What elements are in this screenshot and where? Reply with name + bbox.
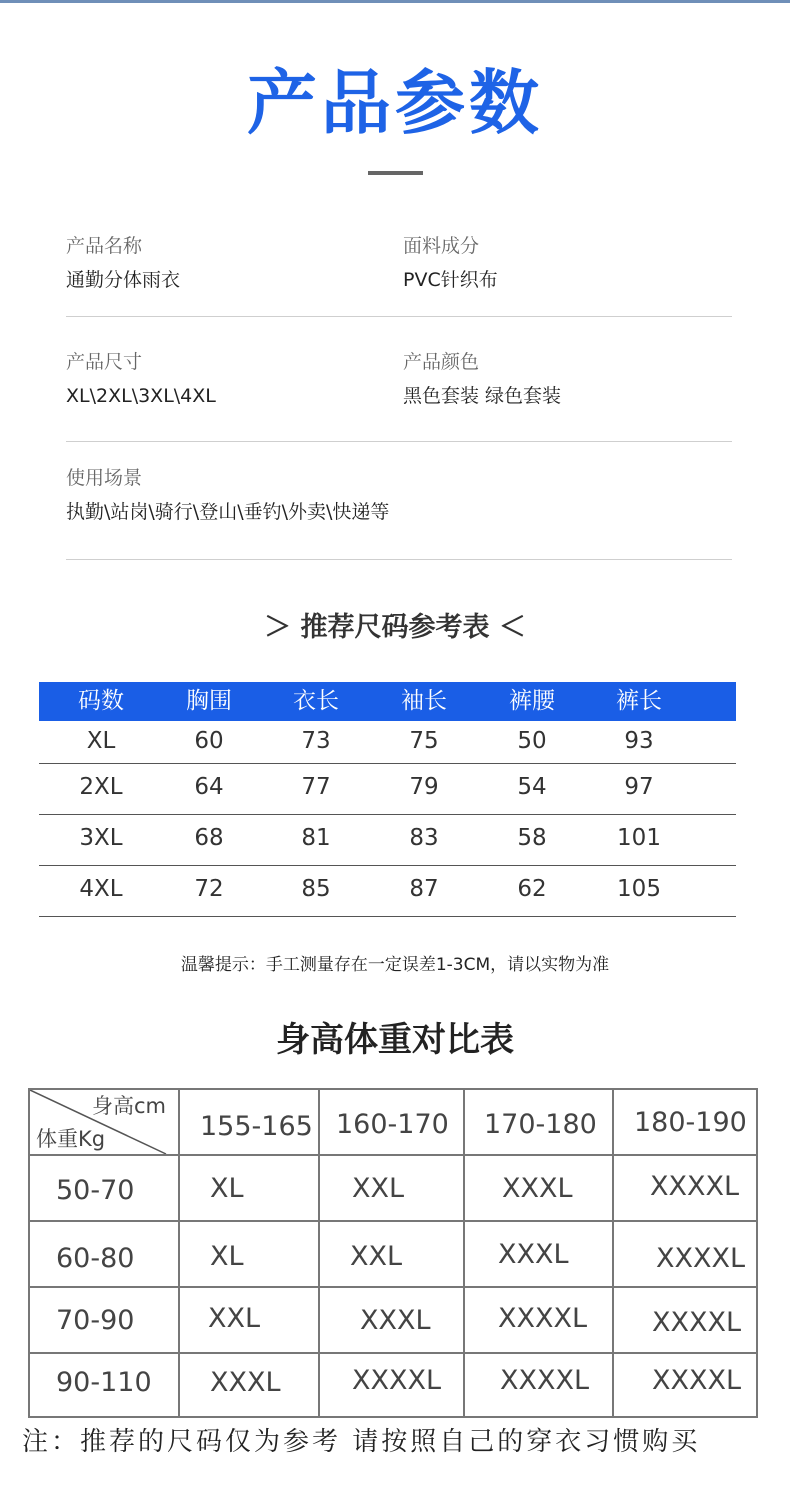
table-row	[39, 721, 736, 764]
weight-label: 90-110	[56, 1367, 152, 1398]
size-cell: XXXL	[498, 1239, 569, 1270]
table-cell: 93	[624, 728, 654, 754]
table-cell: 81	[301, 825, 331, 851]
size-cell: XL	[210, 1173, 244, 1204]
table-cell: 101	[617, 825, 661, 851]
height-weight-title: 身高体重对比表	[276, 1020, 514, 1060]
size-cell: XXXXL	[650, 1171, 740, 1202]
weight-label: 70-90	[56, 1305, 135, 1336]
table-cell: 72	[194, 876, 224, 902]
height-header: 170-180	[484, 1109, 597, 1140]
height-header: 160-170	[336, 1109, 449, 1140]
table-cell: 97	[624, 774, 654, 800]
header-cell: 裤腰	[509, 688, 555, 714]
param-label: 产品尺寸	[66, 351, 143, 373]
height-weight-table	[28, 1088, 758, 1418]
table-cell: 68	[194, 825, 224, 851]
table-row	[39, 866, 736, 917]
grid-line	[612, 1090, 614, 1416]
grid-line	[30, 1352, 756, 1354]
param-label: 使用场景	[66, 467, 143, 489]
param-product-size	[66, 350, 216, 408]
table-cell: 105	[617, 876, 661, 902]
table-cell: 85	[301, 876, 331, 902]
size-cell: XL	[210, 1241, 244, 1272]
table-cell: 77	[301, 774, 331, 800]
grid-line	[463, 1090, 465, 1416]
size-table	[39, 682, 736, 917]
size-cell: XXL	[350, 1241, 403, 1272]
title-underline	[368, 171, 423, 175]
corner-height-label: 身高cm	[92, 1094, 167, 1118]
table-cell: 60	[194, 728, 224, 754]
top-border-line	[0, 0, 790, 3]
weight-label: 60-80	[56, 1243, 135, 1274]
table-cell: 4XL	[79, 876, 123, 902]
param-label: 产品名称	[66, 235, 143, 257]
grid-line	[30, 1154, 756, 1156]
grid-line	[30, 1286, 756, 1288]
param-label: 面料成分	[403, 235, 480, 257]
size-cell: XXL	[352, 1173, 405, 1204]
param-product-name	[66, 234, 180, 292]
param-value: 黑色套装 绿色套装	[403, 385, 562, 407]
header-cell: 袖长	[401, 688, 447, 714]
param-value: 通勤分体雨衣	[66, 269, 181, 291]
divider	[66, 316, 732, 317]
table-cell: 75	[409, 728, 439, 754]
table-cell: 83	[409, 825, 439, 851]
page-title: 产品参数	[247, 62, 543, 144]
header-cell: 码数	[78, 688, 124, 714]
height-header: 180-190	[634, 1107, 747, 1138]
table-cell: 64	[194, 774, 224, 800]
size-cell: XXXXL	[656, 1243, 746, 1274]
param-product-color	[403, 350, 561, 408]
size-cell: XXXXL	[352, 1365, 442, 1396]
param-usage	[66, 466, 389, 524]
divider	[66, 559, 732, 560]
table-cell: 79	[409, 774, 439, 800]
table-cell: 54	[517, 774, 547, 800]
size-cell: XXXXL	[500, 1365, 590, 1396]
reference-note: 注：推荐的尺码仅为参考 请按照自己的穿衣习惯购买	[22, 1427, 701, 1457]
size-table-title: ＞ 推荐尺码参考表 ＜	[264, 612, 526, 643]
divider	[66, 441, 732, 442]
corner-weight-label: 体重Kg	[36, 1127, 106, 1151]
size-cell: XXL	[208, 1303, 261, 1334]
table-cell: 87	[409, 876, 439, 902]
param-value: 执勤\站岗\骑行\登山\垂钓\外卖\快递等	[66, 501, 390, 523]
table-cell: 2XL	[79, 774, 123, 800]
grid-line	[30, 1220, 756, 1222]
size-cell: XXXXL	[652, 1365, 742, 1396]
weight-label: 50-70	[56, 1175, 135, 1206]
param-value: PVC针织布	[403, 269, 498, 291]
size-cell: XXXL	[360, 1305, 431, 1336]
size-cell: XXXXL	[498, 1303, 588, 1334]
param-fabric	[403, 234, 498, 292]
table-row	[39, 764, 736, 815]
header-cell: 衣长	[293, 688, 339, 714]
size-table-header	[39, 682, 736, 721]
header-cell: 裤长	[616, 688, 662, 714]
param-label: 产品颜色	[403, 351, 480, 373]
header-cell: 胸围	[186, 688, 232, 714]
size-cell: XXXL	[502, 1173, 573, 1204]
table-cell: XL	[86, 728, 116, 754]
param-value: XL\2XL\3XL\4XL	[66, 385, 216, 407]
measurement-tip: 温馨提示：手工测量存在一定误差1-3CM，请以实物为准	[180, 955, 610, 975]
table-cell: 58	[517, 825, 547, 851]
table-cell: 50	[517, 728, 547, 754]
table-cell: 3XL	[79, 825, 123, 851]
size-cell: XXXXL	[652, 1307, 742, 1338]
table-cell: 73	[301, 728, 331, 754]
size-cell: XXXL	[210, 1367, 281, 1398]
grid-line	[178, 1090, 180, 1416]
table-cell: 62	[517, 876, 547, 902]
grid-line	[318, 1090, 320, 1416]
table-row	[39, 815, 736, 866]
height-header: 155-165	[200, 1111, 313, 1142]
